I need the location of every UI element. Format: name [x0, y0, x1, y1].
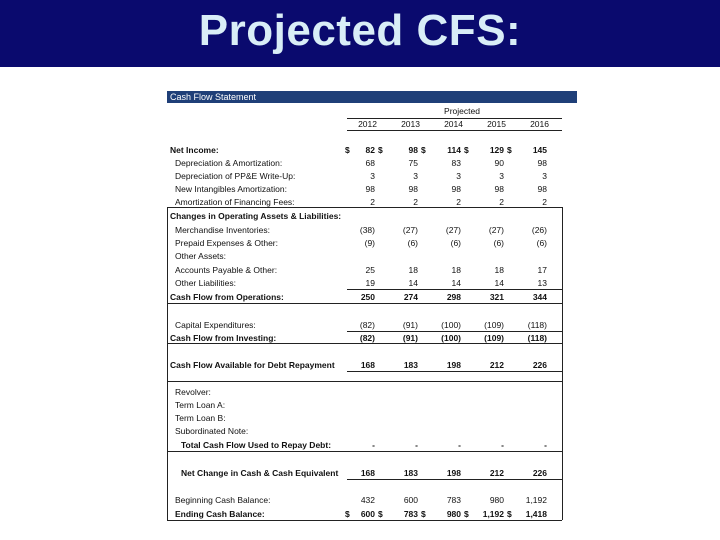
- row-value: 3: [370, 171, 375, 181]
- row-value: 432: [360, 495, 375, 505]
- row-value: 17: [537, 265, 547, 275]
- row-value: (91): [402, 320, 418, 330]
- row-value: (118): [527, 333, 547, 343]
- row-value: (6): [493, 238, 504, 248]
- row-value: 3: [456, 171, 461, 181]
- section-rule: [167, 520, 562, 521]
- row-value: (9): [364, 238, 375, 248]
- year-header-row: [167, 119, 577, 130]
- row-value: -: [544, 440, 547, 450]
- row-value: (100): [441, 320, 461, 330]
- section-rule: [167, 207, 562, 208]
- row-value: 2: [456, 197, 461, 207]
- table-row: [167, 360, 577, 371]
- table-row: [167, 509, 577, 520]
- row-value: (6): [536, 238, 547, 248]
- currency-symbol: $: [507, 509, 512, 519]
- row-value: 98: [451, 184, 461, 194]
- row-value: -: [372, 440, 375, 450]
- subtotal-rule: [347, 289, 562, 290]
- table-row: [167, 211, 577, 222]
- row-value: 783: [403, 509, 418, 519]
- row-value: 298: [446, 292, 461, 302]
- row-label: Term Loan A:: [175, 400, 226, 410]
- row-value: (109): [484, 320, 504, 330]
- row-label: Depreciation & Amortization:: [175, 158, 283, 168]
- currency-symbol: $: [345, 509, 350, 519]
- table-row: [167, 158, 577, 169]
- box-left-rule: [167, 207, 168, 520]
- row-label: Net Change in Cash & Cash Equivalent: [181, 468, 339, 478]
- table-row: [167, 320, 577, 331]
- row-label: Term Loan B:: [175, 413, 226, 423]
- row-value: 18: [451, 265, 461, 275]
- currency-symbol: $: [378, 509, 383, 519]
- row-value: 98: [365, 184, 375, 194]
- row-value: (27): [402, 225, 418, 235]
- row-value: (27): [445, 225, 461, 235]
- year-2013: 2013: [401, 119, 420, 129]
- row-label: Cash Flow Available for Debt Repayment: [170, 360, 335, 370]
- year-underline: [347, 130, 562, 131]
- row-value: -: [501, 440, 504, 450]
- row-value: 98: [537, 158, 547, 168]
- table-row: [167, 468, 577, 479]
- row-label: Prepaid Expenses & Other:: [175, 238, 279, 248]
- row-label: Other Liabilities:: [175, 278, 236, 288]
- row-label: New Intangibles Amortization:: [175, 184, 287, 194]
- row-value: (38): [359, 225, 375, 235]
- row-value: 1,418: [525, 509, 547, 519]
- row-value: 3: [499, 171, 504, 181]
- slide-title: Projected CFS:: [198, 6, 522, 55]
- row-value: 129: [489, 145, 504, 155]
- row-value: (6): [407, 238, 418, 248]
- row-value: 1,192: [482, 509, 504, 519]
- section-rule: [167, 451, 562, 452]
- row-value: 14: [408, 278, 418, 288]
- table-row: [167, 145, 577, 156]
- row-value: 98: [408, 184, 418, 194]
- row-value: 83: [451, 158, 461, 168]
- row-label: Depreciation of PP&E Write-Up:: [175, 171, 296, 181]
- row-value: 2: [499, 197, 504, 207]
- table-row: [167, 426, 577, 437]
- row-value: (82): [359, 333, 375, 343]
- row-value: 98: [537, 184, 547, 194]
- row-value: (82): [359, 320, 375, 330]
- row-value: 321: [489, 292, 504, 302]
- row-value: 168: [360, 360, 375, 370]
- row-value: 82: [365, 145, 375, 155]
- row-value: 226: [532, 468, 547, 478]
- row-value: -: [415, 440, 418, 450]
- row-value: 98: [494, 184, 504, 194]
- title-bar: [0, 0, 720, 67]
- year-2012: 2012: [358, 119, 377, 129]
- row-value: 212: [489, 468, 504, 478]
- row-label: Capital Expenditures:: [175, 320, 256, 330]
- table-row: [167, 238, 577, 249]
- row-value: 212: [489, 360, 504, 370]
- row-label: Revolver:: [175, 387, 211, 397]
- table-row: [167, 265, 577, 276]
- row-value: (6): [450, 238, 461, 248]
- row-label: Other Assets:: [175, 251, 227, 261]
- row-value: (118): [527, 320, 547, 330]
- subtotal-rule: [347, 331, 562, 332]
- box-right-rule: [562, 207, 563, 520]
- row-value: 226: [532, 360, 547, 370]
- row-value: 274: [403, 292, 418, 302]
- subtotal-rule: [347, 479, 562, 480]
- row-label: Merchandise Inventories:: [175, 225, 270, 235]
- row-value: 98: [408, 145, 418, 155]
- year-2015: 2015: [487, 119, 506, 129]
- table-row: [167, 400, 577, 411]
- row-value: 114: [447, 145, 461, 155]
- currency-symbol: $: [507, 145, 512, 155]
- row-value: 68: [365, 158, 375, 168]
- currency-symbol: $: [421, 509, 426, 519]
- row-value: 344: [532, 292, 547, 302]
- row-value: 198: [446, 468, 461, 478]
- table-row: [167, 225, 577, 236]
- row-value: 90: [494, 158, 504, 168]
- row-value: 183: [403, 360, 418, 370]
- row-value: 2: [370, 197, 375, 207]
- row-value: -: [458, 440, 461, 450]
- row-value: 183: [403, 468, 418, 478]
- row-label: Total Cash Flow Used to Repay Debt:: [181, 440, 332, 450]
- row-value: 980: [489, 495, 504, 505]
- row-value: 14: [494, 278, 504, 288]
- table-row: [167, 292, 577, 303]
- row-label: Cash Flow from Investing:: [170, 333, 277, 343]
- row-value: 980: [446, 509, 461, 519]
- row-value: 250: [360, 292, 375, 302]
- subtotal-rule: [347, 371, 562, 372]
- section-rule: [167, 381, 562, 382]
- section-rule: [167, 303, 562, 304]
- row-value: 600: [403, 495, 418, 505]
- currency-symbol: $: [464, 145, 469, 155]
- row-value: (109): [484, 333, 504, 343]
- projected-label: Projected: [444, 106, 480, 116]
- currency-symbol: $: [345, 145, 350, 155]
- row-value: (100): [441, 333, 461, 343]
- table-row: [167, 440, 577, 451]
- row-label: Changes in Operating Assets & Liabilities:: [170, 211, 342, 221]
- cash-flow-statement-table: [167, 91, 577, 523]
- section-rule: [167, 343, 562, 344]
- row-label: Ending Cash Balance:: [175, 509, 265, 519]
- row-label: Subordinated Note:: [175, 426, 249, 436]
- table-row: [167, 251, 577, 262]
- row-value: 13: [537, 278, 547, 288]
- table-row: [167, 413, 577, 424]
- row-value: 18: [494, 265, 504, 275]
- table-row: [167, 278, 577, 289]
- row-value: 1,192: [525, 495, 547, 505]
- row-value: (91): [402, 333, 418, 343]
- currency-symbol: $: [421, 145, 426, 155]
- row-value: 2: [542, 197, 547, 207]
- row-value: 3: [413, 171, 418, 181]
- table-row: [167, 387, 577, 398]
- currency-symbol: $: [464, 509, 469, 519]
- table-row: [167, 495, 577, 506]
- row-label: Net Income:: [170, 145, 219, 155]
- year-2016: 2016: [530, 119, 549, 129]
- row-value: 2: [413, 197, 418, 207]
- row-value: 145: [532, 145, 547, 155]
- row-value: 3: [542, 171, 547, 181]
- table-row: [167, 171, 577, 182]
- year-2014: 2014: [444, 119, 463, 129]
- row-value: 783: [446, 495, 461, 505]
- row-value: (27): [488, 225, 504, 235]
- row-label: Beginning Cash Balance:: [175, 495, 271, 505]
- row-label: Amortization of Financing Fees:: [175, 197, 295, 207]
- row-value: 18: [408, 265, 418, 275]
- row-value: 25: [365, 265, 375, 275]
- table-row: [167, 184, 577, 195]
- row-label: Cash Flow from Operations:: [170, 292, 284, 302]
- row-value: (26): [531, 225, 547, 235]
- row-value: 14: [451, 278, 461, 288]
- row-value: 168: [360, 468, 375, 478]
- sheet-header: Cash Flow Statement: [167, 91, 577, 103]
- currency-symbol: $: [378, 145, 383, 155]
- row-label: Accounts Payable & Other:: [175, 265, 278, 275]
- row-value: 19: [365, 278, 375, 288]
- row-value: 75: [408, 158, 418, 168]
- row-value: 198: [446, 360, 461, 370]
- row-value: 600: [360, 509, 375, 519]
